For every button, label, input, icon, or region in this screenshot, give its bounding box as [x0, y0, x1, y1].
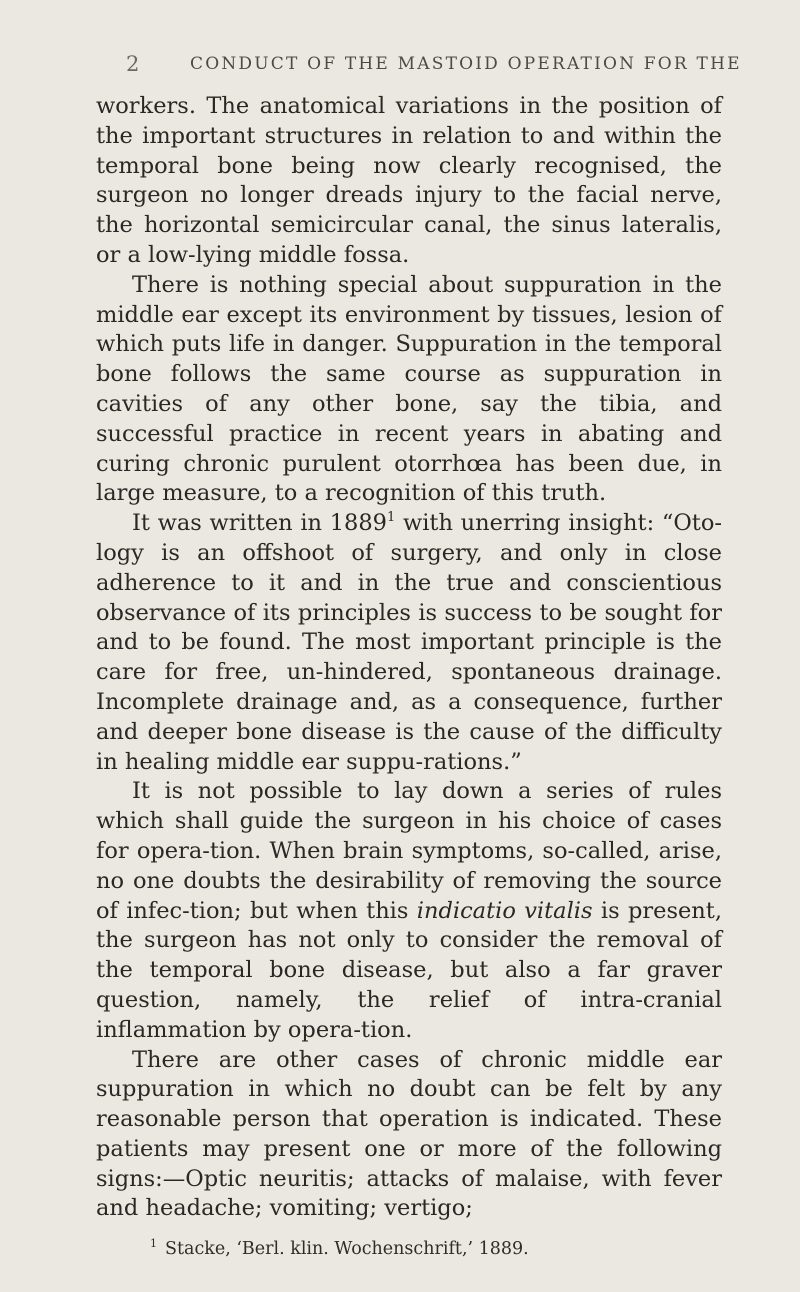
- page-number: 2: [126, 52, 141, 76]
- paragraph-4-start: It is not possible to lay down a series of rules which shall guide the surgeon in his choice of cases for opera-tion. When brain symptoms, so-called, arise, no one doubts the desirability of removing the source of infec-tion; but when this: [96, 778, 722, 924]
- paragraph-3-quote: with unerring insight: “Oto-logy is an offshoot of surgery, and only in close adherence to it and in the true and conscientious observance of its principles is success to be sought for and to be found. The most important principle is the care for free, un-hindered, spontaneous drainage. Incomplete drainage and, as a consequence, further and deeper bone disease is the cause of the difficulty in healing middle ear suppu-rations.”: [96, 510, 722, 775]
- footnote: [150, 1238, 730, 1260]
- paragraph-3-start: It was written in 1889: [132, 510, 387, 537]
- paragraph-5: There are other cases of chronic middle ear suppuration in which no doubt can be felt by any reasonable person that operation is indicated. These patients may present one or more of the following signs:—Optic neuritis; attacks of malaise, with fever and headache; vomiting; vertigo;: [96, 1046, 722, 1222]
- paragraph-1: workers. The anatomical variations in the position of the important structures in relation to and within the temporal bone being now clearly recognised, the surgeon no longer dreads injury to the facial nerve, the horizontal semicircular canal, the sinus lateralis, or a low-lying middle fossa.: [96, 93, 722, 268]
- paragraph-4: [96, 777, 722, 1045]
- running-head: CONDUCT OF THE MASTOID OPERATION FOR THE: [190, 54, 742, 74]
- body-text: [96, 92, 722, 1224]
- footnote-reference: 1: [386, 510, 396, 526]
- paragraph-4-end: is present, the surgeon has not only to consider the removal of the temporal bone disease, but also a far graver question, namely, the relief of intra-cranial inflammation by opera-tion.: [96, 897, 722, 1043]
- page-header: [0, 52, 800, 82]
- footnote-marker: 1: [150, 1237, 157, 1250]
- footnote-text: Stacke, ‘Berl. klin. Wochenschrift,’ 1889.: [165, 1239, 529, 1259]
- paragraph-2: There is nothing special about suppuration in the middle ear except its environment by tissues, lesion of which puts life in danger. Suppuration in the temporal bone follows the same course as suppuration in cavities of any other bone, say the tibia, and successful practice in recent years in abating and curing chronic purulent otorrhœa has been due, in large measure, to a recognition of this truth.: [96, 271, 722, 507]
- paragraph-4-latin-term: indicatio vitalis: [416, 897, 593, 924]
- paragraph-3: [96, 509, 722, 777]
